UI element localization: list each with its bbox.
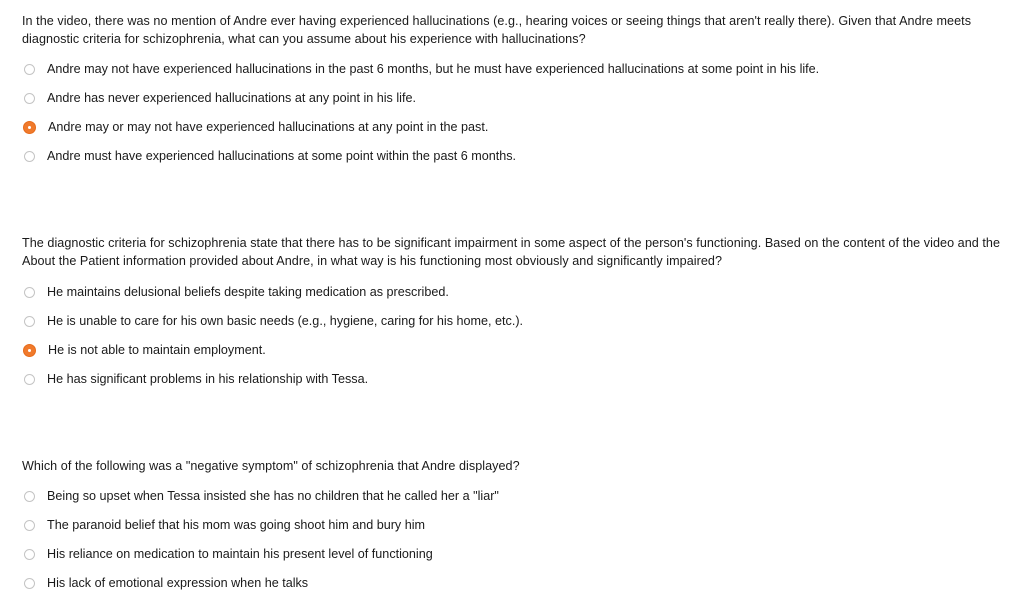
radio-button-selected[interactable] — [23, 344, 36, 357]
answer-option[interactable] — [22, 60, 819, 78]
option-label[interactable]: His reliance on medication to maintain his present level of functioning — [47, 547, 433, 561]
answer-option[interactable] — [22, 574, 308, 592]
radio-button-selected[interactable] — [23, 121, 36, 134]
answer-option[interactable] — [22, 545, 433, 563]
radio-button[interactable] — [24, 491, 35, 502]
answer-option[interactable] — [22, 487, 499, 505]
question-text: In the video, there was no mention of Andre ever having experienced hallucinations (e.g., hearing voices or seeing things that aren't really there). Given that Andre meets diagnostic criteria for schizophrenia, what can you assume about his experience with hallucinations? — [22, 14, 972, 46]
radio-button[interactable] — [24, 316, 35, 327]
answer-option[interactable] — [22, 147, 516, 165]
option-label[interactable]: His lack of emotional expression when he talks — [47, 576, 309, 590]
radio-button[interactable] — [24, 549, 35, 560]
radio-button[interactable] — [24, 520, 35, 531]
option-label[interactable]: Being so upset when Tessa insisted she has no children that he called her a "liar" — [47, 489, 499, 503]
radio-button[interactable] — [24, 578, 35, 589]
radio-button[interactable] — [24, 287, 35, 298]
answer-option[interactable] — [22, 312, 523, 330]
option-label[interactable]: The paranoid belief that his mom was going shoot him and bury him — [47, 518, 426, 532]
option-label[interactable]: He is not able to maintain employment. — [48, 343, 266, 357]
question-2 — [22, 234, 1007, 386]
radio-button[interactable] — [24, 151, 35, 162]
option-label[interactable]: Andre must have experienced hallucinations at some point within the past 6 months. — [47, 149, 517, 163]
answer-option[interactable] — [22, 341, 266, 359]
radio-button[interactable] — [24, 93, 35, 104]
option-label[interactable]: He has significant problems in his relationship with Tessa. — [47, 372, 369, 386]
radio-button[interactable] — [24, 64, 35, 75]
option-label[interactable]: Andre may not have experienced hallucinations in the past 6 months, but he must have experienced hallucinations at some point in his life. — [47, 62, 820, 76]
answer-option[interactable] — [22, 370, 368, 388]
answer-option[interactable] — [22, 89, 416, 107]
question-3 — [22, 457, 1007, 590]
question-text: Which of the following was a "negative symptom" of schizophrenia that Andre displayed? — [22, 459, 520, 473]
option-label[interactable]: He maintains delusional beliefs despite taking medication as prescribed. — [47, 285, 449, 299]
answer-option[interactable] — [22, 283, 449, 301]
option-label[interactable]: Andre may or may not have experienced hallucinations at any point in the past. — [48, 120, 489, 134]
option-label[interactable]: Andre has never experienced hallucinations at any point in his life. — [47, 91, 416, 105]
option-label[interactable]: He is unable to care for his own basic needs (e.g., hygiene, caring for his home, etc.). — [47, 314, 524, 328]
answer-option[interactable] — [22, 118, 488, 136]
answer-option[interactable] — [22, 516, 425, 534]
question-text: The diagnostic criteria for schizophrenia state that there has to be significant impairment in some aspect of the person's functioning. Based on the content of the video and the About the Patient information provided about Andre, in what way is his functioning most obviously and significantly impaired? — [22, 236, 1001, 268]
question-1 — [22, 12, 1007, 163]
radio-button[interactable] — [24, 374, 35, 385]
